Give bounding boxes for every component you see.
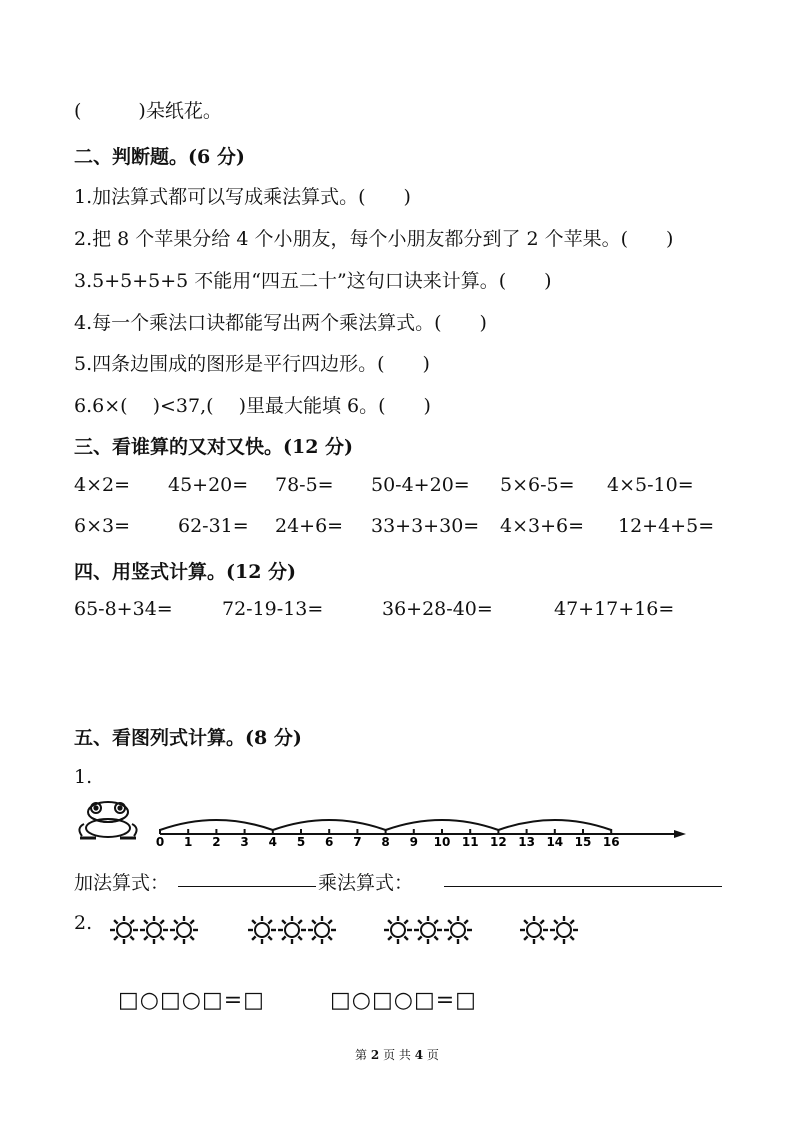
number-line-tick-label: 1 — [184, 835, 193, 849]
number-line-arrow — [674, 830, 686, 838]
page-footer — [0, 1046, 794, 1063]
judge-item-2: 2.把 8 个苹果分给 4 个小朋友，每个小朋友都分到了 2 个苹果。( ) — [74, 228, 674, 250]
jump-arc — [498, 820, 611, 830]
number-line-tick-label: 10 — [433, 835, 451, 849]
section-3-title: 三、看谁算的又对又快。(12 分) — [74, 436, 354, 458]
number-line-tick-label: 13 — [518, 835, 535, 849]
calc-r2-c6: 12+4+5= — [618, 515, 715, 537]
vertical-calc-3: 36+28-40= — [382, 598, 493, 620]
flower-icon — [414, 916, 442, 944]
calc-r2-c1: 6×3= — [74, 515, 131, 537]
footer-mid: 页 共 — [383, 1048, 411, 1062]
add-formula-label: 加法算式： — [74, 872, 170, 894]
jump-arc — [273, 820, 386, 830]
section-4-title: 四、用竖式计算。(12 分) — [74, 561, 297, 583]
flower-icon — [308, 916, 336, 944]
flower-groups — [100, 906, 600, 956]
section-5-title: 五、看图列式计算。(8 分) — [74, 727, 302, 749]
number-line-tick-label: 16 — [602, 835, 620, 849]
frog-icon — [79, 802, 136, 838]
add-formula-blank[interactable] — [178, 868, 316, 887]
footer-pre: 第 — [355, 1048, 368, 1062]
flower-icon — [384, 916, 412, 944]
judge-item-6: 6.6×( )<37,( )里最大能填 6。( ) — [74, 395, 431, 417]
calc-r2-c4: 33+3+30= — [371, 515, 480, 537]
footer-page: 2 — [370, 1048, 380, 1062]
section-2-title: 二、判断题。(6 分) — [74, 146, 245, 168]
number-line-tick-label: 0 — [155, 835, 165, 849]
judge-item-3: 3.5+5+5+5 不能用“四五二十”这句口诀来计算。( ) — [74, 270, 552, 292]
question-1-label: 1. — [74, 766, 93, 788]
calc-r2-c2: 62-31= — [178, 515, 249, 537]
number-line-tick-label: 12 — [490, 835, 507, 849]
jump-arc — [160, 820, 273, 830]
number-line-figure — [74, 798, 694, 850]
number-line-tick-label: 5 — [296, 835, 306, 849]
number-line-tick-label: 14 — [546, 835, 564, 849]
equation-left[interactable]: □○□○□=□ — [118, 988, 265, 1013]
calc-r1-c5: 5×6-5= — [500, 474, 575, 496]
flower-icon — [110, 916, 138, 944]
footer-post: 页 — [426, 1048, 439, 1062]
judge-item-5: 5.四条边围成的图形是平行四边形。( ) — [74, 353, 430, 375]
vertical-calc-2: 72-19-13= — [222, 598, 324, 620]
calc-r1-c6: 4×5-10= — [607, 474, 694, 496]
footer-total: 4 — [414, 1048, 424, 1062]
flower-icon — [140, 916, 168, 944]
judge-item-4: 4.每一个乘法口诀都能写出两个乘法算式。( ) — [74, 312, 487, 334]
mul-formula-label: 乘法算式： — [318, 872, 414, 894]
calc-r1-c2: 45+20= — [168, 474, 249, 496]
calc-r1-c4: 50-4+20= — [371, 474, 470, 496]
flower-icon — [170, 916, 198, 944]
number-line — [156, 820, 686, 849]
flower-icon — [248, 916, 276, 944]
flower-icon — [278, 916, 306, 944]
question-2-label: 2. — [74, 912, 93, 934]
calc-r2-c3: 24+6= — [275, 515, 344, 537]
calc-r1-c1: 4×2= — [74, 474, 131, 496]
equation-right[interactable]: □○□○□=□ — [330, 988, 477, 1013]
flower-icon — [444, 916, 472, 944]
number-line-tick-label: 11 — [461, 835, 479, 849]
jump-arc — [386, 820, 499, 830]
number-line-tick-label: 15 — [574, 835, 592, 849]
fragment-line: ( )朵纸花。 — [74, 100, 222, 122]
judge-item-1: 1.加法算式都可以写成乘法算式。( ) — [74, 186, 411, 208]
number-line-tick-label: 8 — [381, 835, 390, 849]
vertical-calc-4: 47+17+16= — [554, 598, 675, 620]
number-line-tick-label: 3 — [240, 835, 249, 849]
calc-r2-c5: 4×3+6= — [500, 515, 585, 537]
flower-icon — [520, 916, 548, 944]
number-line-tick-label: 7 — [353, 835, 362, 849]
number-line-tick-label: 2 — [212, 835, 221, 849]
mul-formula-blank[interactable] — [444, 868, 722, 887]
number-line-tick-label: 6 — [325, 835, 334, 849]
vertical-calc-1: 65-8+34= — [74, 598, 173, 620]
number-line-tick-label: 9 — [409, 835, 418, 849]
calc-r1-c3: 78-5= — [275, 474, 334, 496]
number-line-tick-label: 4 — [268, 835, 277, 849]
flower-icon — [550, 916, 578, 944]
